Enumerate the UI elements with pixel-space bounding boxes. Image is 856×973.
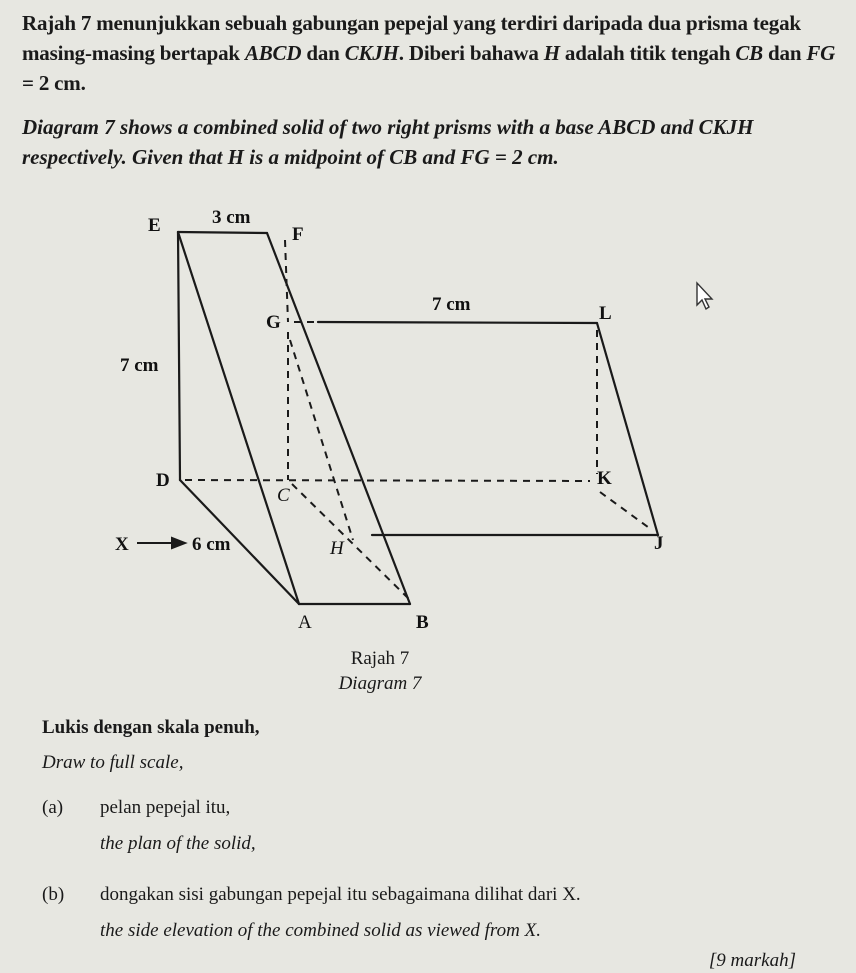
edge-DK xyxy=(185,480,590,481)
question-a-malay: pelan pepejal itu, xyxy=(100,797,231,818)
label-J: J xyxy=(654,533,664,554)
dim-ef: 3 cm xyxy=(212,207,251,228)
instruction-malay: Lukis dengan skala penuh, xyxy=(42,717,260,738)
prism-diagram xyxy=(0,196,856,646)
label-D: D xyxy=(156,470,170,491)
dim-da: 6 cm xyxy=(192,534,231,555)
marks-label: [9 markah] xyxy=(708,950,796,971)
label-E: E xyxy=(148,215,161,236)
cursor-icon xyxy=(697,283,712,309)
dim-gl: 7 cm xyxy=(432,294,471,315)
intro-malay: Rajah 7 menunjukkan sebuah gabungan pepejal yang terdiri daripada dua prisma tegak masing-masing bertapak ABCD dan CKJH. Diberi bahawa H adalah titik tengah CB dan FG = 2 cm. xyxy=(22,11,836,95)
edge-EF xyxy=(178,232,267,233)
question-a-label: (a) xyxy=(42,797,64,818)
instruction-english: Draw to full scale, xyxy=(42,752,184,773)
intro-english: Diagram 7 shows a combined solid of two right prisms with a base ABCD and CKJH respectively. Given that H is a midpoint of CB and FG = 2 cm. xyxy=(22,115,754,169)
caption-malay: Rajah 7 xyxy=(350,648,410,669)
edge-GH xyxy=(290,340,353,540)
label-H: H xyxy=(330,538,344,559)
label-F: F xyxy=(292,224,304,245)
label-L: L xyxy=(599,303,612,324)
edge-CB xyxy=(292,484,410,600)
label-C: C xyxy=(277,485,290,506)
edge-LJ xyxy=(597,323,658,535)
label-B: B xyxy=(416,612,429,633)
label-K: K xyxy=(597,468,612,489)
view-label-x: X xyxy=(115,534,129,555)
edge-ED xyxy=(178,232,180,480)
label-A: A xyxy=(298,612,312,633)
caption-english: Diagram 7 xyxy=(338,673,422,694)
question-a-english: the plan of the solid, xyxy=(100,833,256,854)
question-b-english: the side elevation of the combined solid as viewed from X. xyxy=(100,920,541,941)
dim-ed: 7 cm xyxy=(120,355,159,376)
label-G: G xyxy=(266,312,281,333)
edge-GL xyxy=(318,322,597,323)
view-arrow-head xyxy=(172,538,185,548)
edge-KJ xyxy=(600,492,652,530)
question-b-label: (b) xyxy=(42,884,65,905)
question-b-malay: dongakan sisi gabungan pepejal itu sebagaimana dilihat dari X. xyxy=(100,884,581,905)
